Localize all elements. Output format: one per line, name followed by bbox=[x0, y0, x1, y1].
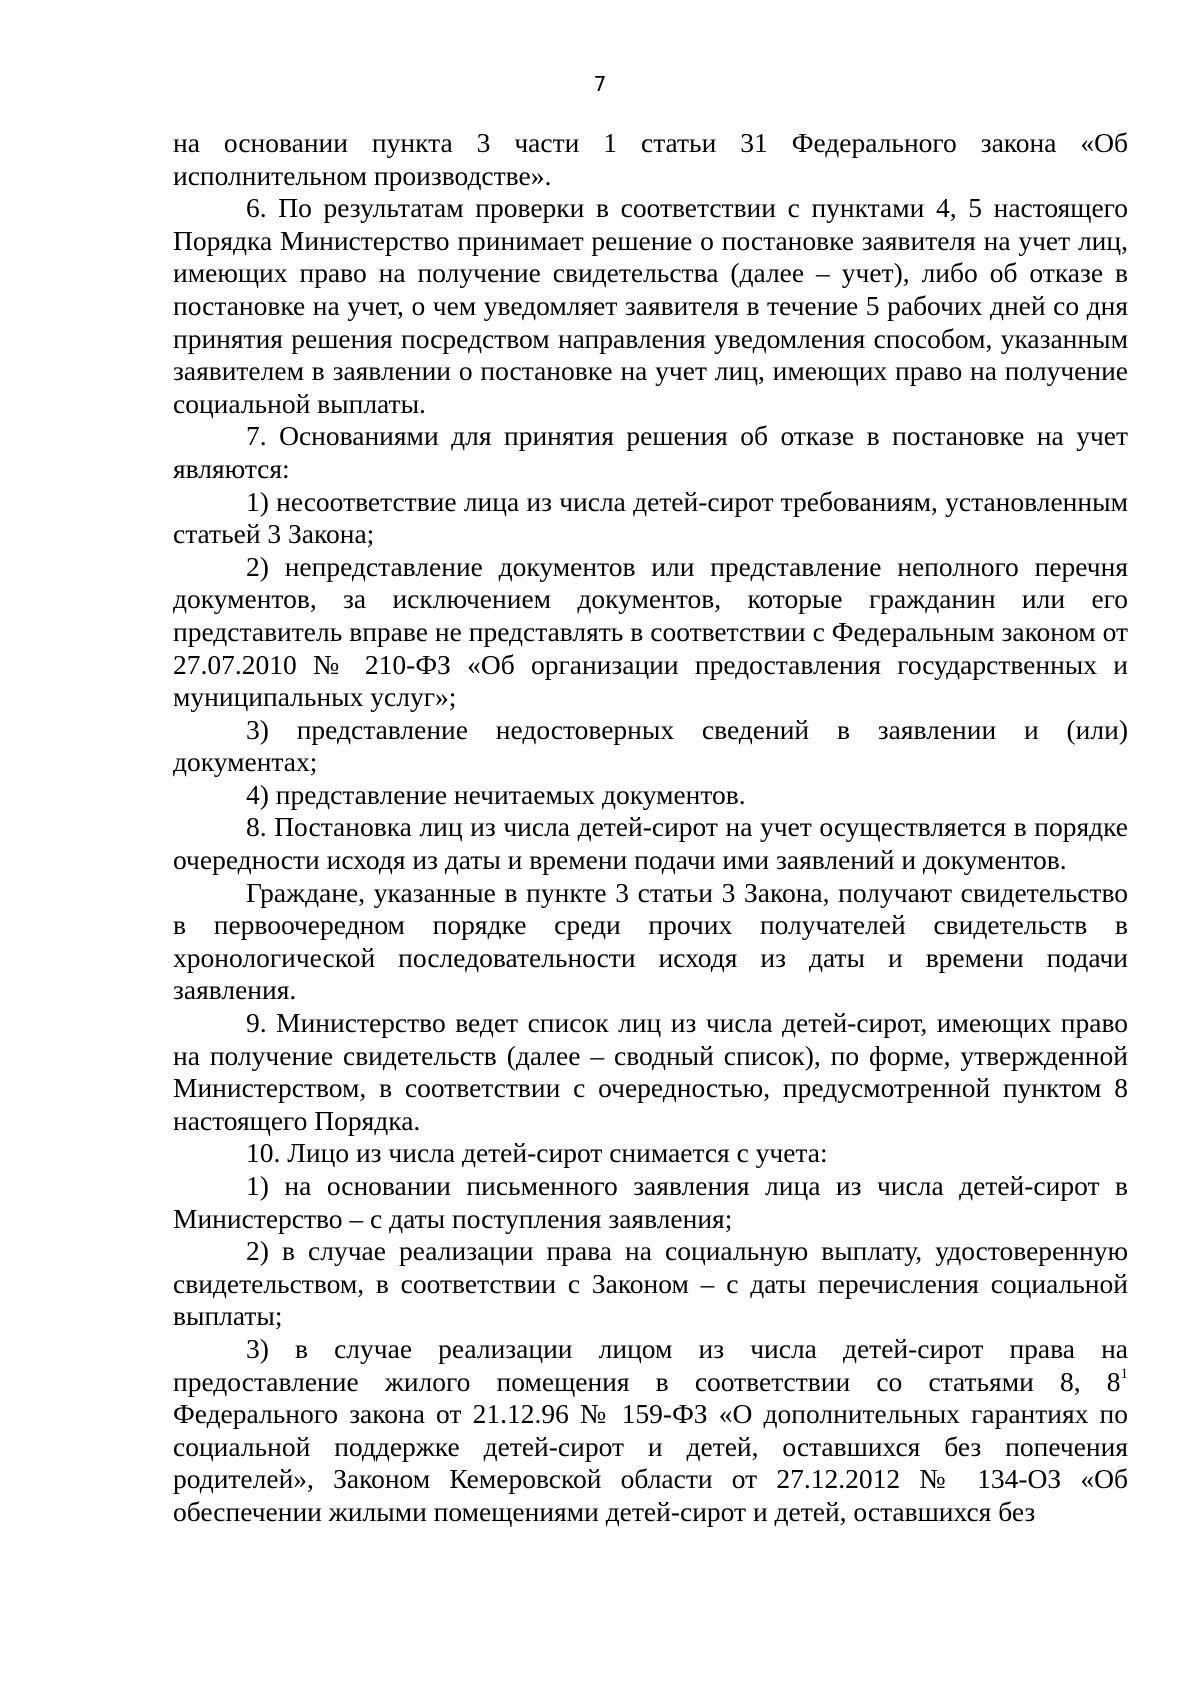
paragraph-item-7-2: 2) непредставление документов или представление неполного перечня документов, за исключением документов, которые гражданин или его представитель вправе не представлять в соответствии с Федеральным законом от 27.07.2010 № 210-ФЗ «Об организации предоставления государственных и муниципальных услуг»; bbox=[173, 550, 1128, 713]
paragraph-item-7: 7. Основаниями для принятия решения об отказе в постановке на учет являются: bbox=[173, 420, 1128, 484]
paragraph-item-10-3 bbox=[173, 1333, 1128, 1529]
document-body bbox=[173, 127, 1128, 1529]
paragraph-item-7-4: 4) представление нечитаемых документов. bbox=[246, 778, 746, 810]
paragraph-item-9: 9. Министерство ведет список лиц из числа детей-сирот, имеющих право на получение свидетельств (далее – сводный список), по форме, утвержденной Министерством, в соответствии с очередностью, предусмотренной пунктом 8 настоящего Порядка. bbox=[173, 1007, 1128, 1136]
paragraph-item-10-1: 1) на основании письменного заявления лица из числа детей-сирот в Министерство – с даты поступления заявления; bbox=[173, 1170, 1128, 1234]
paragraph-item-10-3-end: Федерального закона от 21.12.96 № 159-ФЗ «О дополнительных гарантиях по социальной поддержке детей-сирот и детей, оставшихся без попечения родителей», Законом Кемеровской области от 27.12.2012 № 134-ОЗ «Об обеспечении жилыми помещениями детей-сирот и детей, оставшихся без bbox=[173, 1398, 1128, 1527]
paragraph-item-8-citizens: Граждане, указанные в пункте 3 статьи 3 Закона, получают свидетельство в первоочередном порядке среди прочих получателей свидетельств в хронологической последовательности исходя из даты и времени подачи заявления. bbox=[173, 876, 1128, 1006]
paragraph-item-8: 8. Постановка лиц из числа детей-сирот на учет осуществляется в порядке очередности исходя из даты и времени подачи ими заявлений и документов. bbox=[173, 811, 1128, 876]
page-number: 7 bbox=[593, 72, 607, 96]
paragraph-item-6: 6. По результатам проверки в соответствии с пунктами 4, 5 настоящего Порядка Министерство принимает решение о постановке заявителя на учет лиц, имеющих право на получение свидетельства (далее – учет), либо об отказе в постановке на учет, о чем уведомляет заявителя в течение 5 рабочих дней со дня принятия решения посредством направления уведомления способом, указанным заявителем в заявлении о постановке на учет лиц, имеющих право на получение социальной выплаты. bbox=[173, 192, 1128, 419]
paragraph-item-10-3-start: 3) в случае реализации лицом из числа детей-сирот права на предоставление жилого помещения в соответствии со статьями 8, 8 bbox=[173, 1332, 1128, 1397]
paragraph-continuation: на основании пункта 3 части 1 статьи 31 Федерального закона «Об исполнительном производстве». bbox=[173, 127, 1128, 191]
paragraph-item-7-1: 1) несоответствие лица из числа детей-сирот требованиям, установленным статьей 3 Закона; bbox=[173, 485, 1128, 550]
paragraph-item-10: 10. Лицо из числа детей-сирот снимается с учета: bbox=[246, 1137, 828, 1169]
superscript-marker: 1 bbox=[1120, 1365, 1128, 1382]
paragraph-item-10-2: 2) в случае реализации права на социальную выплату, удостоверенную свидетельством, в соответствии с Законом – с даты перечисления социальной выплаты; bbox=[173, 1235, 1128, 1332]
paragraph-item-7-3: 3) представление недостоверных сведений в заявлении и (или) документах; bbox=[173, 713, 1128, 778]
